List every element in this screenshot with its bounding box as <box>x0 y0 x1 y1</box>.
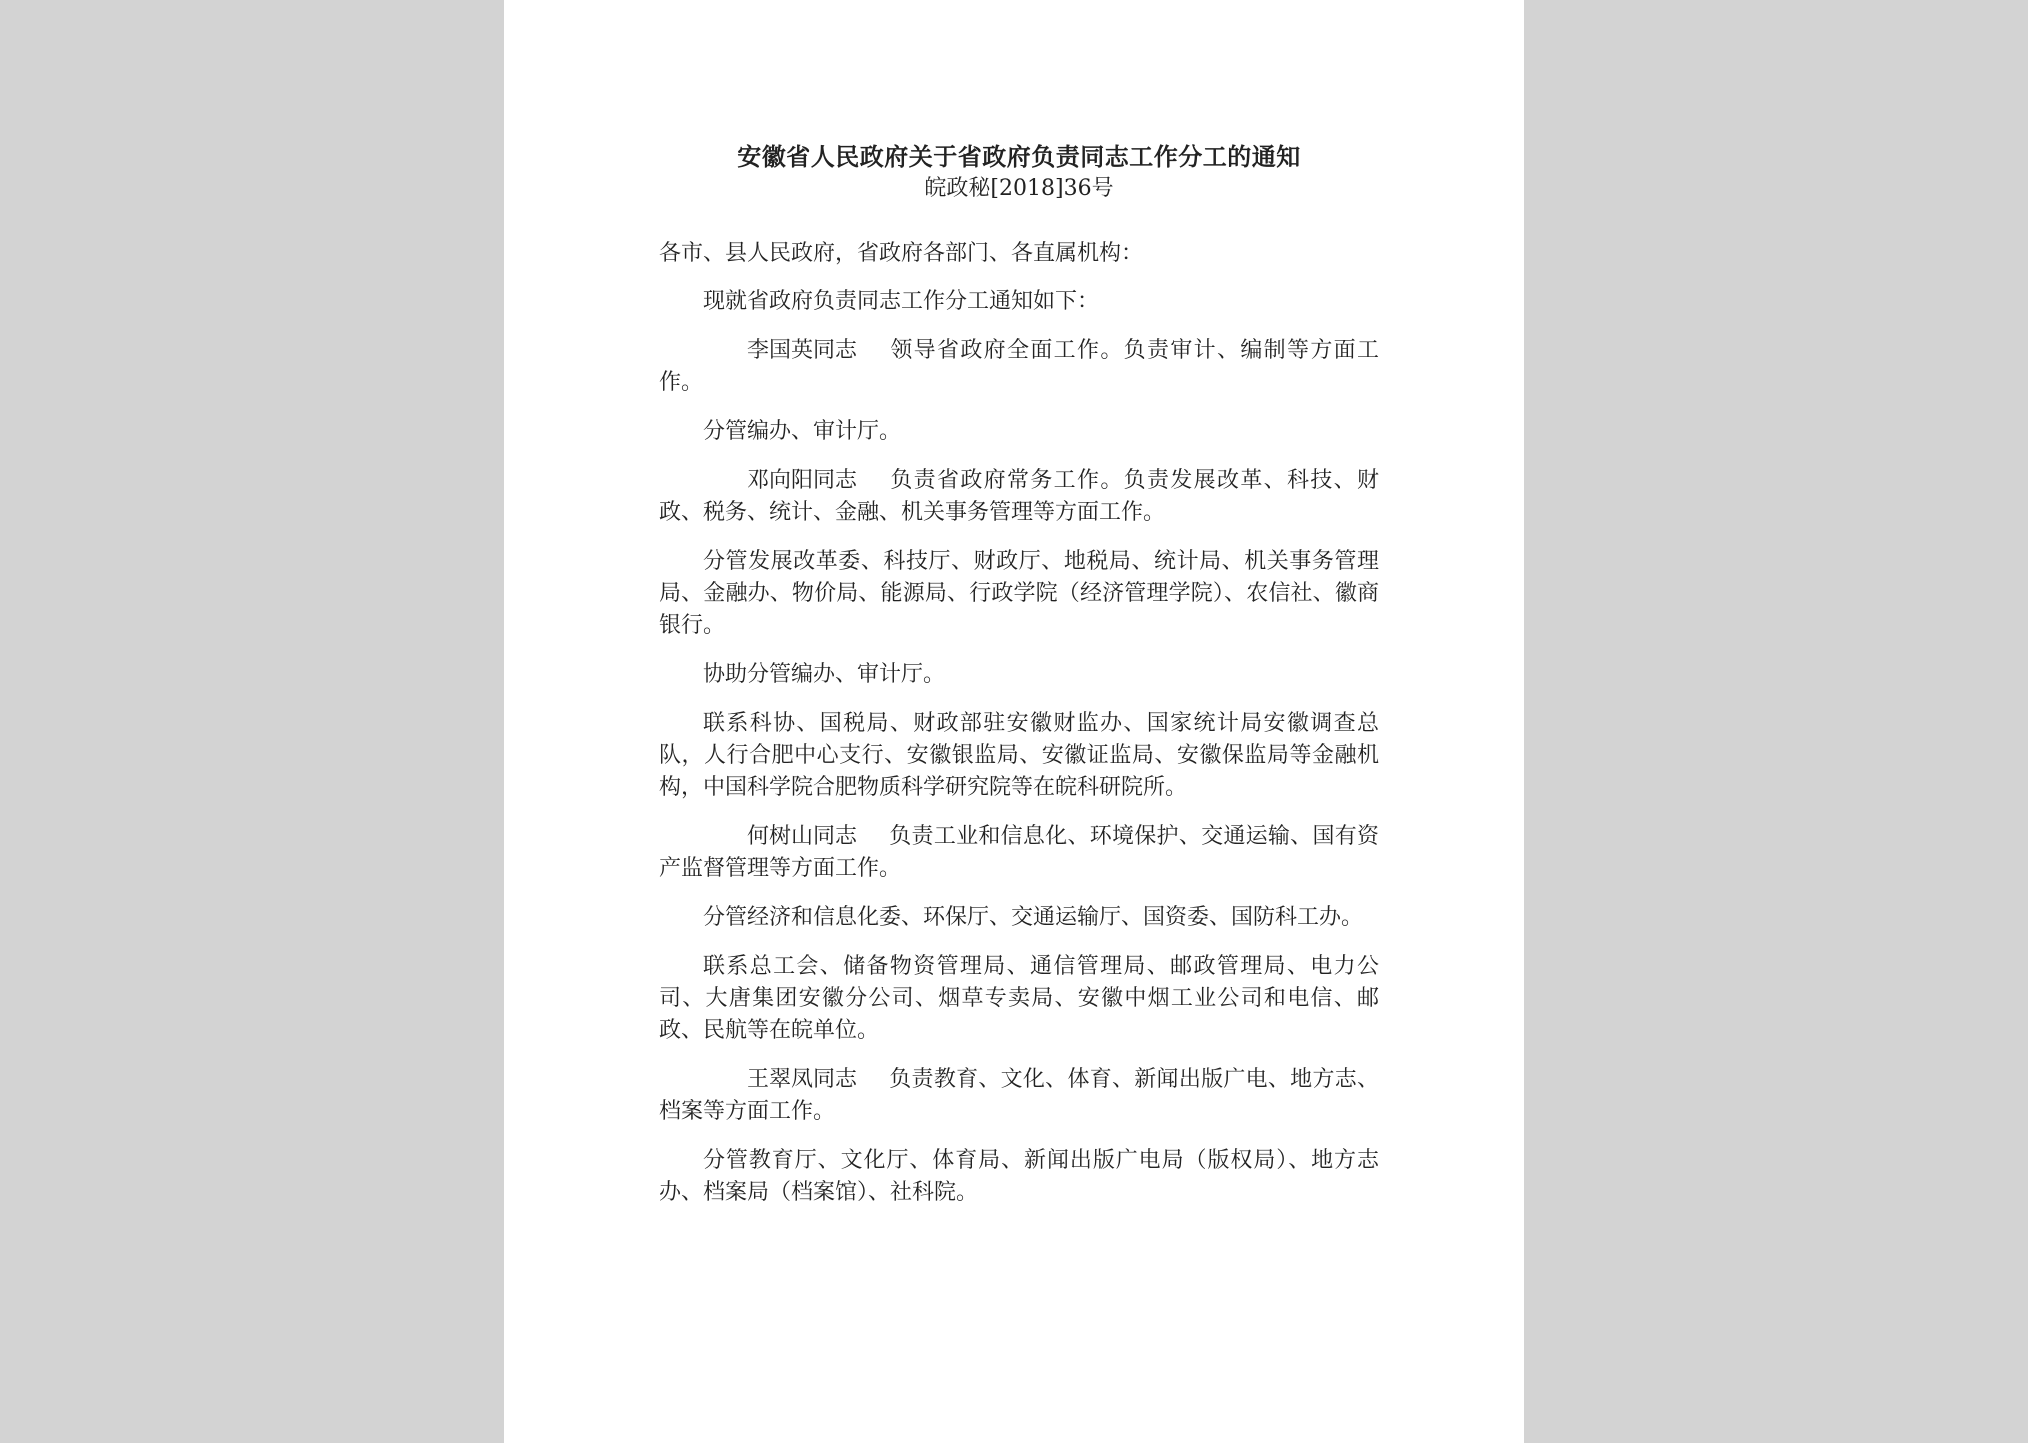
paragraph <box>659 708 1379 804</box>
official-name: 王翠凤同志 <box>747 1067 858 1092</box>
document-title: 安徽省人民政府关于省政府负责同志工作分工的通知 <box>737 142 1301 171</box>
paragraph-text: 分管经济和信息化委、环保厅、交通运输厅、国资委、国防科工办。 <box>703 905 1364 930</box>
document-number: 皖政秘[2018]36号 <box>924 176 1114 201</box>
paragraph-text: 负责教育、文化、体育、新闻出版广电、地方志、档案等方面工作。 <box>659 1067 1379 1124</box>
paragraph <box>659 951 1379 1047</box>
paragraph <box>659 1145 1379 1209</box>
paragraph-text: 分管发展改革委、科技厅、财政厅、地税局、统计局、机关事务管理局、金融办、物价局、能源局、行政学院（经济管理学院）、农信社、徽商银行。 <box>659 549 1379 638</box>
official-name: 李国英同志 <box>747 338 858 363</box>
paragraph-text: 联系科协、国税局、财政部驻安徽财监办、国家统计局安徽调查总队，人行合肥中心支行、安徽银监局、安徽证监局、安徽保监局等金融机构，中国科学院合肥物质科学研究院等在皖科研院所。 <box>659 711 1379 800</box>
paragraph <box>659 546 1379 642</box>
paragraph <box>659 821 1379 885</box>
official-name: 何树山同志 <box>747 824 858 849</box>
paragraph <box>659 465 1379 529</box>
paragraph-text: 联系总工会、储备物资管理局、通信管理局、邮政管理局、电力公司、大唐集团安徽分公司、烟草专卖局、安徽中烟工业公司和电信、邮政、民航等在皖单位。 <box>659 954 1379 1043</box>
paragraph <box>659 335 1379 399</box>
paragraph <box>659 659 1379 691</box>
paragraph-text: 负责工业和信息化、环境保护、交通运输、国有资产监督管理等方面工作。 <box>659 824 1379 881</box>
paragraph <box>659 416 1379 448</box>
paragraph-text: 分管教育厅、文化厅、体育局、新闻出版广电局（版权局）、地方志办、档案局（档案馆）、社科院。 <box>659 1148 1379 1205</box>
paragraph-text: 协助分管编办、审计厅。 <box>703 662 946 687</box>
document-page <box>504 0 1524 1443</box>
paragraph <box>659 1064 1379 1128</box>
paragraph-text: 分管编办、审计厅。 <box>703 419 902 444</box>
official-name: 邓向阳同志 <box>747 468 858 493</box>
paragraph-text: 负责省政府常务工作。负责发展改革、科技、财政、税务、统计、金融、机关事务管理等方面工作。 <box>659 468 1379 525</box>
intro-paragraph: 现就省政府负责同志工作分工通知如下： <box>703 289 1100 314</box>
document-content <box>659 140 1379 1226</box>
paragraph-text: 领导省政府全面工作。负责审计、编制等方面工作。 <box>659 338 1379 395</box>
salutation: 各市、县人民政府，省政府各部门、各直属机构： <box>659 241 1144 266</box>
paragraph <box>659 902 1379 934</box>
